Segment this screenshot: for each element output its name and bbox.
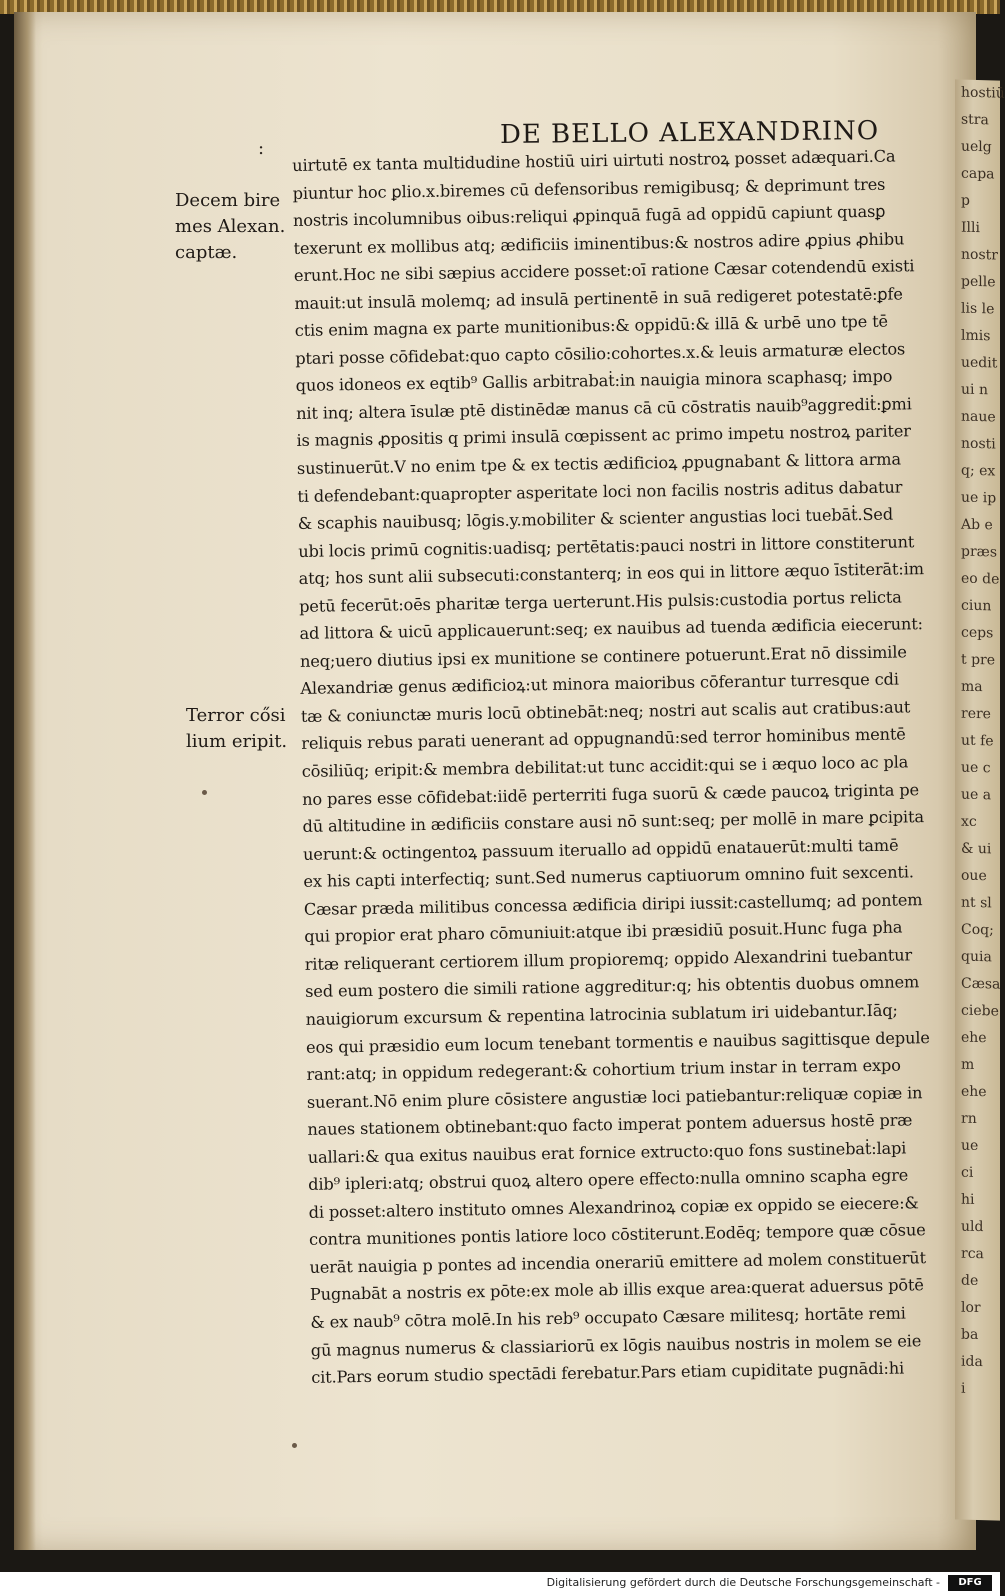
text-line: dū altitudine in ædificiis constare ausi nō sunt:seq; per mollē in mare ꝑcipita [302, 807, 925, 837]
ink-spot [292, 1443, 297, 1448]
text-line: eos qui præsidio eum locum tenebant tormentis e nauibus sagittisque depule [305, 1027, 930, 1057]
text-line: sustinuerūt.V no enim tpe & ex tectis ædificioꝝ ꝓpugnabant & littora arma [296, 449, 902, 478]
margin-note-line: mes Alexan. [175, 216, 286, 237]
next-page-fragment: ma [961, 678, 983, 696]
text-line: Pugnabāt a nostris ex pōte:ex mole ab illis exque area:querat aduersus pōtē [309, 1275, 924, 1305]
next-page-fragment: ue a [961, 786, 992, 804]
next-page-fragment: Ab e [961, 516, 993, 534]
dfg-logo: DFG [948, 1575, 992, 1591]
text-line: naues stationem obtinebant:quo facto imperat pontem aduersus hostē præ [307, 1110, 913, 1140]
text-line: reliquis rebus parati uenerant ad oppugnandū:sed terror hominibus mentē [301, 724, 906, 754]
next-page-fragment: lor [961, 1299, 981, 1317]
margin-note-line: lium eripit. [186, 731, 288, 752]
page-gutter-shadow [14, 12, 36, 1550]
next-page-fragment: uelg [961, 138, 992, 156]
text-line: is magnis ꝓpositis q primi insulā cœpissent ac primo impetu nostroꝝ pariter [296, 421, 911, 451]
next-page-fragment: ciebe [961, 1002, 999, 1020]
next-page-fragment: lmis [961, 327, 991, 345]
next-page-fragment: lis le [961, 300, 995, 318]
text-line: nostris incolumnibus oibus:reliqui ꝓpinquā fugā ad oppidū capiunt quasꝑ [292, 201, 886, 231]
next-page-fragment: oue [961, 867, 987, 885]
text-line: sed eum postero die simili ratione aggreditur:q; his obtentis duobus omnem [305, 972, 920, 1002]
next-page-fragment: ehe [961, 1083, 987, 1101]
ink-spot [202, 790, 207, 795]
next-page-fragment: rere [961, 705, 991, 723]
margin-note-line: Decem bire [175, 190, 281, 211]
margin-note-biremes [175, 188, 285, 266]
text-line: uallari:& qua exitus nauibus erat fornice extructo:quo fons sustinebaṫ:lapi [307, 1138, 907, 1167]
text-line: rant:atq; in oppidum redegerant:& cohortium trium instar in terram expo [306, 1055, 901, 1084]
text-line: piuntur hoc ꝑlio.x.biremes cū defensoribus remigibusq; & deprimunt tres [292, 174, 886, 203]
next-page-fragment: eo de [961, 570, 1000, 588]
next-page-fragment: uedit [961, 354, 998, 372]
next-page-fragment: i [961, 1380, 966, 1397]
text-line: gū magnus numerus & classiariorū ex lōgis nauibus nostris in molem se eie [310, 1330, 922, 1360]
text-line: ubi locis primū cognitis:uadisq; pertētatis:pauci nostri in littore constiterunt [298, 531, 915, 561]
text-line: Alexandriæ genus ædificioꝝ:ut minora maioribus cōferantur turresque cdi [300, 669, 899, 699]
next-page-fragment: q; ex [961, 462, 996, 480]
next-page-fragment: ba [961, 1326, 979, 1344]
next-page-fragment: & ui [961, 840, 992, 858]
text-line: ad littora & uicū applicauerunt:seq; ex nauibus ad tuenda ædificia eiecerunt: [299, 614, 924, 644]
next-page-fragment: pelle [961, 273, 996, 291]
next-page-fragment: Cæsa [961, 975, 1001, 993]
next-page-fragment: ceps [961, 624, 994, 642]
text-line: & scaphis nauibusq; lōgis.y.mobiliter & scienter angustias loci tuebāṫ.Sed [297, 504, 894, 534]
next-page-fragment: rn [961, 1110, 977, 1127]
next-page-fragment: rca [961, 1245, 984, 1263]
next-page-fragment: stra [961, 111, 989, 129]
next-page-fragment: de [961, 1272, 979, 1290]
text-line: uerāt nauigia p pontes ad incendia onerariū emittere ad molem constituerūt [309, 1248, 926, 1277]
next-page-fragment: ue [961, 1137, 979, 1155]
text-line: ti defendebant:quapropter asperitate loci non facilis nostris aditus dabatur [297, 477, 903, 506]
next-page-fragment: t pre [961, 651, 996, 669]
text-line: suerant.Nō enim plure cōsistere angustiæ loci patiebantur:reliquæ copiæ in [306, 1082, 923, 1112]
text-line: & ex naub⁹ cōtra molē.In his reb⁹ occupato Cæsare militesq; hortāte remi [310, 1303, 906, 1332]
text-line: ritæ reliquerant certiorem illum propioremq; oppido Alexandrini tuebantur [304, 945, 913, 974]
next-page-fragment: nt sl [961, 894, 992, 912]
text-line: no pares esse cōfidebat:iidē perterriti fuga suorū & cæde paucoꝝ triginta pe [302, 779, 920, 809]
text-line: atq; hos sunt alii subsecuti:constanterq; in eos qui in littore æquo īstiterāt:im [298, 559, 925, 589]
margin-note-terror [186, 703, 287, 755]
next-page-fragment: hi [961, 1191, 975, 1208]
next-page-fragment: præs [961, 543, 997, 561]
text-line: uirtutē ex tanta multidudine hostiū uiri uirtuti nostroꝝ posset adæquari.Ca [292, 146, 896, 175]
text-line: texerunt ex mollibus atq; ædificiis iminentibus:& nostros adire ꝓpius ꝓhibu [293, 229, 905, 258]
next-page-fragment: Illi [961, 219, 980, 237]
text-line: tæ & coniunctæ muris locū obtinebāt:neq; nostri aut scalis aut cratibus:aut [300, 697, 911, 726]
next-page-fragment: ci [961, 1164, 974, 1181]
text-line: nit inq; altera īsulæ ptē distinēdæ manus cā cū cōstratis nauib⁹aggrediṫ:ꝑmi [295, 394, 912, 423]
text-line: di posset:altero instituto omnes Alexandrinoꝝ copiæ ex oppido se eiecere:& [308, 1193, 919, 1222]
margin-note-line: captæ. [175, 242, 238, 263]
text-line: neq;uero diutius ipsi ex munitione se continere potuerunt.Erat nō dissimile [299, 642, 907, 671]
text-line: cōsiliūq; eripit:& membra debilitat:ut tunc accidit:qui se i æquo loco ac pla [301, 752, 909, 781]
text-line: dib⁹ ipleri:atq; obstrui quoꝝ altero opere effecto:nulla omnino scapha egre [308, 1165, 909, 1195]
text-line: nauigiorum excursum & repentina latrocinia sublatum iri uidebantur.Iāq; [305, 1000, 898, 1029]
text-line: erunt.Hoc ne sibi sæpius accidere posset:oī ratione Cæsar cotendendū existi [293, 256, 915, 286]
text-line: uerunt:& octingentoꝝ passuum iteruallo ad oppidū enatauerūt:multi tamē [302, 835, 899, 864]
next-page-fragment: ciun [961, 597, 992, 615]
text-line: cit.Pars eorum studio spectādi ferebatur.Pars etiam cupiditate pugnādi:hi [311, 1358, 905, 1387]
text-line: Cæsar præda militibus concessa ædificia diripi iussit:castellumq; ad pontem [303, 889, 923, 919]
dfg-credit-text: Digitalisierung gefördert durch die Deutsche Forschungsgemeinschaft - [546, 1576, 940, 1589]
next-page-fragment: ui n [961, 381, 988, 399]
margin-note-line: Terror cősi [186, 705, 286, 726]
next-page-fragment: capa [961, 165, 995, 183]
next-page-fragment: ehe [961, 1029, 987, 1047]
text-line: mauit:ut insulā molemq; ad insulā pertinentē in suā redigeret potestatē:ꝑfe [294, 284, 903, 313]
next-page-fragment: Coq; [961, 921, 994, 939]
text-line: ptari posse cōfidebat:quo capto cōsilio:cohortes.x.& leuis armaturæ electos [295, 339, 906, 368]
text-line: contra munitiones pontis latiore loco cōstiterunt.Eodēq; tempore quæ cōsue [308, 1220, 926, 1250]
next-page-fragment: uld [961, 1218, 984, 1236]
next-page-fragment: xc [961, 813, 977, 830]
next-page-fragment: p [961, 192, 970, 209]
main-text-block [292, 141, 986, 1391]
next-page-fragment: m [961, 1056, 975, 1073]
next-page-fragment: ue ip [961, 489, 997, 507]
next-page-fragment: nosti [961, 435, 996, 453]
text-line: ex his capti interfectiq; sunt.Sed numerus captiuorum omnino fuit sexcenti. [303, 862, 914, 892]
next-page-fragment: ida [961, 1353, 983, 1371]
next-page-fragment: hostiū [961, 84, 1005, 102]
footer-bar [0, 1572, 1000, 1596]
text-line: qui propior erat pharo cōmuniuit:atque ibi præsidiū posuit.Hunc fuga pha [304, 917, 903, 947]
running-head: DE BELLO ALEXANDRINO [499, 116, 880, 150]
next-page-fragment: naue [961, 408, 996, 426]
next-page-fragment: quia [961, 948, 992, 966]
next-page-fragment: ue c [961, 759, 991, 777]
running-head-mark: : [258, 138, 265, 159]
text-line: petū fecerūt:oēs pharitæ terga uerterunt.His pulsis:custodia portus relicta [298, 587, 902, 616]
text-line: quos idoneos ex eqtib⁹ Gallis arbitrabaṫ:in nauigia minora scaphasq; impo [295, 366, 893, 396]
text-line: ctis enim magna ex parte munitionibus:& oppidū:& illā & urbē uno tpe tē [294, 311, 889, 341]
next-page-fragment: nostr [961, 246, 998, 264]
next-page-fragment: ut fe [961, 732, 994, 750]
